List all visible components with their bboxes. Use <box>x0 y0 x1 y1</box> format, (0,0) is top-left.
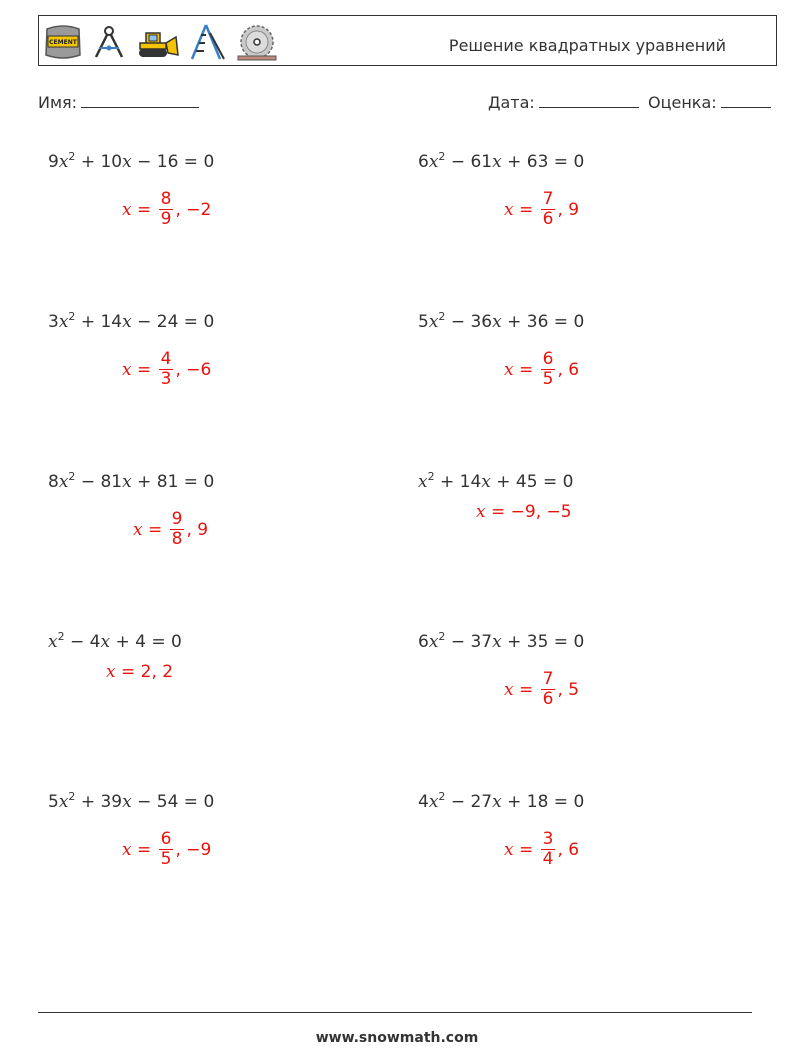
answer-variable: x <box>504 359 514 380</box>
second-root: , 5 <box>557 679 580 700</box>
exponent: 2 <box>427 470 435 483</box>
coefficient: 8 <box>48 472 59 492</box>
variable: x <box>492 632 502 652</box>
answer-5 <box>133 510 208 549</box>
numerator: 9 <box>171 509 183 529</box>
saw-blade-icon <box>236 23 278 61</box>
variable: x <box>122 312 132 332</box>
linear-term: − 81 <box>75 472 123 492</box>
equals-sign: = <box>131 199 157 220</box>
second-root: , 6 <box>557 839 580 860</box>
header <box>38 15 777 66</box>
variable: x <box>58 792 69 812</box>
coefficient: 5 <box>48 792 59 812</box>
equals-sign: = <box>485 502 511 522</box>
linear-term: + 10 <box>75 152 123 172</box>
variable: x <box>428 312 439 332</box>
numerator: 6 <box>542 349 554 369</box>
equation-10 <box>418 790 584 812</box>
answer-variable: x <box>122 839 132 860</box>
constant-term: + 36 = 0 <box>501 312 585 332</box>
coefficient: 6 <box>418 632 429 652</box>
answer-variable: x <box>504 839 514 860</box>
answer-3 <box>122 350 211 389</box>
denominator: 8 <box>171 529 183 549</box>
equals-sign: = <box>513 359 539 380</box>
answer-4 <box>504 350 579 389</box>
exponent: 2 <box>68 470 76 483</box>
numerator: 6 <box>160 829 172 849</box>
linear-term: − 37 <box>445 632 493 652</box>
date-blank[interactable] <box>539 93 639 108</box>
answer-variable: x <box>106 662 116 682</box>
constant-term: + 4 = 0 <box>110 632 182 652</box>
numerator: 4 <box>160 349 172 369</box>
second-root: , −6 <box>175 359 212 380</box>
bulldozer-icon <box>136 23 180 61</box>
constant-term: − 54 = 0 <box>131 792 215 812</box>
equation-4 <box>418 310 584 332</box>
numerator: 7 <box>542 189 554 209</box>
numerator: 8 <box>160 189 172 209</box>
coefficient: 9 <box>48 152 59 172</box>
answer-6 <box>476 502 572 522</box>
variable: x <box>428 152 439 172</box>
equation-5 <box>48 470 214 492</box>
denominator: 6 <box>542 209 554 229</box>
second-root: , −2 <box>175 199 212 220</box>
coefficient: 6 <box>418 152 429 172</box>
variable: x <box>100 632 111 652</box>
variable: x <box>58 312 69 332</box>
variable: x <box>428 632 439 652</box>
constant-term: + 18 = 0 <box>501 792 585 812</box>
denominator: 6 <box>542 689 554 709</box>
fraction <box>159 190 174 229</box>
variable: x <box>428 792 439 812</box>
date-field[interactable] <box>488 93 639 112</box>
name-field[interactable] <box>38 93 199 112</box>
answer-10 <box>504 830 579 869</box>
linear-term: − 4 <box>64 632 101 652</box>
compass-icon <box>90 23 128 61</box>
linear-term: + 14 <box>434 472 482 492</box>
grade-field[interactable] <box>648 93 771 112</box>
fraction <box>541 190 556 229</box>
answer-variable: x <box>476 502 486 522</box>
exponent: 2 <box>438 310 446 323</box>
grade-blank[interactable] <box>721 93 771 108</box>
equals-sign: = <box>131 359 157 380</box>
equals-sign: = <box>131 839 157 860</box>
equals-sign: = <box>513 679 539 700</box>
fraction <box>541 830 556 869</box>
second-root: , −9 <box>175 839 212 860</box>
linear-term: + 14 <box>75 312 123 332</box>
constant-term: + 45 = 0 <box>490 472 574 492</box>
equation-9 <box>48 790 214 812</box>
answer-values: 2, 2 <box>140 662 174 682</box>
numerator: 3 <box>542 829 554 849</box>
second-root: , 9 <box>557 199 580 220</box>
equals-sign: = <box>513 199 539 220</box>
exponent: 2 <box>438 150 446 163</box>
grade-label: Оценка: <box>648 93 717 112</box>
name-blank[interactable] <box>81 93 199 108</box>
equals-sign: = <box>142 519 168 540</box>
fraction <box>159 830 174 869</box>
answer-variable: x <box>504 679 514 700</box>
ladder-icon <box>188 23 228 61</box>
variable: x <box>58 152 69 172</box>
exponent: 2 <box>68 790 76 803</box>
variable: x <box>48 632 58 652</box>
answer-variable: x <box>504 199 514 220</box>
coefficient: 3 <box>48 312 59 332</box>
variable: x <box>122 152 132 172</box>
linear-term: − 61 <box>445 152 493 172</box>
variable: x <box>58 472 69 492</box>
variable: x <box>492 152 502 172</box>
answer-variable: x <box>122 199 132 220</box>
exponent: 2 <box>57 630 65 643</box>
footer-divider <box>38 1012 752 1013</box>
variable: x <box>481 472 491 492</box>
denominator: 5 <box>160 849 172 869</box>
answer-values: −9, −5 <box>510 502 572 522</box>
equation-3 <box>48 310 214 332</box>
constant-term: − 24 = 0 <box>131 312 215 332</box>
exponent: 2 <box>438 630 446 643</box>
exponent: 2 <box>68 310 76 323</box>
exponent: 2 <box>68 150 76 163</box>
linear-term: − 36 <box>445 312 493 332</box>
equals-sign: = <box>115 662 141 682</box>
answer-1 <box>122 190 211 229</box>
numerator: 7 <box>542 669 554 689</box>
equation-6 <box>418 470 573 492</box>
denominator: 3 <box>160 369 172 389</box>
answer-variable: x <box>133 519 143 540</box>
answer-9 <box>122 830 211 869</box>
constant-term: + 81 = 0 <box>131 472 215 492</box>
variable: x <box>492 312 502 332</box>
header-icons <box>44 22 278 62</box>
constant-term: + 63 = 0 <box>501 152 585 172</box>
fraction <box>541 350 556 389</box>
denominator: 5 <box>542 369 554 389</box>
footer-url: www.snowmath.com <box>315 1030 479 1046</box>
answer-8 <box>504 670 579 709</box>
linear-term: − 27 <box>445 792 493 812</box>
denominator: 4 <box>542 849 554 869</box>
linear-term: + 39 <box>75 792 123 812</box>
cement-bag-icon <box>44 23 82 61</box>
date-label: Дата: <box>488 93 535 112</box>
answer-2 <box>504 190 579 229</box>
equals-sign: = <box>513 839 539 860</box>
cement-label: CEMENT <box>49 39 77 46</box>
equation-1 <box>48 150 214 172</box>
answer-7 <box>106 662 173 682</box>
exponent: 2 <box>438 790 446 803</box>
fraction <box>170 510 185 549</box>
variable: x <box>418 472 428 492</box>
answer-variable: x <box>122 359 132 380</box>
variable: x <box>492 792 502 812</box>
coefficient: 5 <box>418 312 429 332</box>
equation-8 <box>418 630 584 652</box>
worksheet-title: Решение квадратных уравнений <box>448 36 726 55</box>
second-root: , 6 <box>557 359 580 380</box>
coefficient: 4 <box>418 792 429 812</box>
variable: x <box>122 472 132 492</box>
fraction <box>541 670 556 709</box>
denominator: 9 <box>160 209 172 229</box>
name-label: Имя: <box>38 93 78 112</box>
constant-term: + 35 = 0 <box>501 632 585 652</box>
variable: x <box>122 792 132 812</box>
second-root: , 9 <box>186 519 209 540</box>
fraction <box>159 350 174 389</box>
equation-2 <box>418 150 584 172</box>
constant-term: − 16 = 0 <box>131 152 215 172</box>
equation-7 <box>48 630 182 652</box>
